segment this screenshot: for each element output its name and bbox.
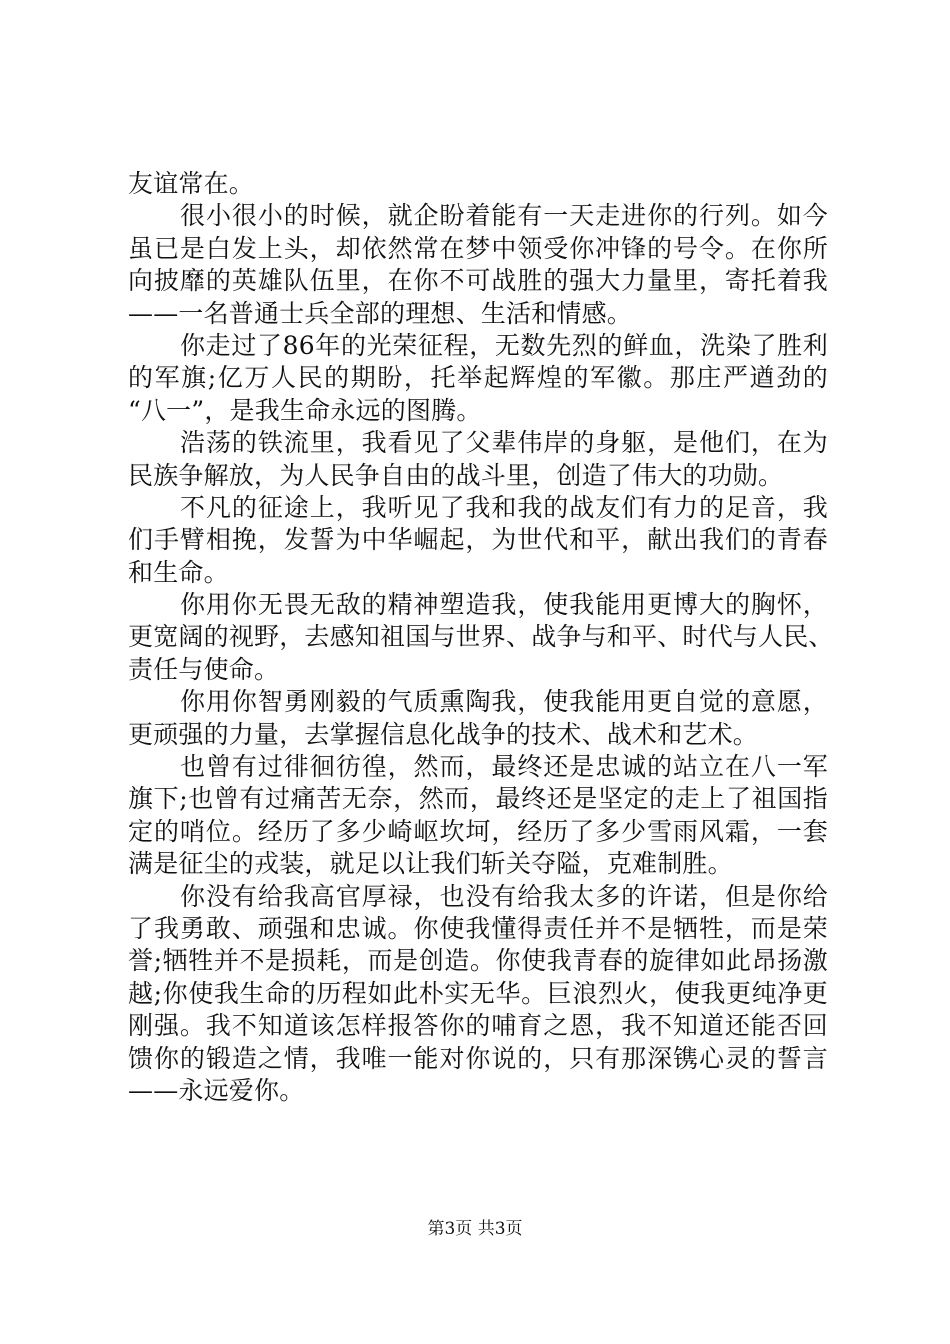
document-body: [128, 168, 834, 1107]
text-line: 不凡的征途上，我听见了我和我的战友们有力的足音，我: [180, 492, 828, 522]
text-line: 刚强。我不知道该怎样报答你的哺育之恩，我不知道还能否回: [128, 1011, 828, 1041]
text-line: 你用你无畏无敌的精神塑造我，使我能用更博大的胸怀，: [180, 590, 828, 620]
text-line: 更顽强的力量，去掌握信息化战争的技术、战术和艺术。: [128, 719, 759, 749]
text-line: 责任与使命。: [128, 654, 280, 684]
paragraph: [128, 881, 828, 1108]
text-line: 满是征尘的戎装，就足以让我们斩关夺隘，克难制胜。: [128, 849, 733, 879]
text-line: 友谊常在。: [128, 169, 255, 198]
text-line: 向披靡的英雄队伍里，在你不可战胜的强大力量里，寄托着我: [128, 266, 828, 296]
paragraph: [128, 427, 828, 492]
paragraph: [128, 751, 828, 881]
text-line: 和生命。: [128, 557, 229, 587]
text-line: ——一名普通士兵全部的理想、生活和情感。: [128, 298, 633, 328]
text-line: 定的哨位。经历了多少崎岖坎坷，经历了多少雪雨风霜，一套: [128, 816, 828, 846]
text-line: 你用你智勇刚毅的气质熏陶我，使我能用更自觉的意愿，: [180, 687, 828, 717]
text-line: 虽已是白发上头，却依然常在梦中领受你冲锋的号令。在你所: [128, 233, 828, 263]
text-line: 也曾有过徘徊彷徨，然而，最终还是忠诚的站立在八一军: [180, 752, 828, 782]
text-line: 旗下;也曾有过痛苦无奈，然而，最终还是坚定的走上了祖国指: [128, 784, 828, 814]
paragraph: [128, 200, 828, 330]
paragraph: [128, 330, 828, 427]
text-line: 誉;牺牲并不是损耗，而是创造。你使我青春的旋律如此昂扬激: [128, 946, 828, 976]
text-line: 你走过了86年的光荣征程，无数先烈的鲜血，洗染了胜利: [180, 330, 828, 360]
paragraph: [128, 589, 834, 686]
paragraph: [128, 492, 828, 589]
text-line: 的军旗;亿万人民的期盼，托举起辉煌的军徽。那庄严遒劲的: [128, 363, 828, 393]
text-line: ——永远爱你。: [128, 1075, 305, 1105]
text-line: 你没有给我高官厚禄，也没有给我太多的许诺，但是你给: [180, 881, 828, 911]
text-line: 更宽阔的视野，去感知祖国与世界、战争与和平、时代与人民、: [128, 622, 834, 652]
text-line: 越;你使我生命的历程如此朴实无华。巨浪烈火，使我更纯净更: [128, 978, 828, 1008]
paragraph: [128, 686, 828, 751]
text-line: 了我勇敢、顽强和忠诚。你使我懂得责任并不是牺牲，而是荣: [128, 913, 828, 943]
text-line: 很小很小的时候，就企盼着能有一天走进你的行列。如今: [180, 201, 828, 231]
paragraph: [128, 168, 828, 200]
text-line: 们手臂相挽，发誓为中华崛起，为世代和平，献出我们的青春: [128, 525, 828, 555]
page-footer: 第3页 共3页: [427, 1219, 523, 1239]
text-line: “八一”，是我生命永远的图腾。: [128, 395, 482, 425]
text-line: 馈你的锻造之情，我唯一能对你说的，只有那深镌心灵的誓言: [128, 1043, 828, 1073]
text-line: 浩荡的铁流里，我看见了父辈伟岸的身躯，是他们，在为: [180, 428, 828, 458]
text-line: 民族争解放，为人民争自由的战斗里，创造了伟大的功勋。: [128, 460, 784, 490]
